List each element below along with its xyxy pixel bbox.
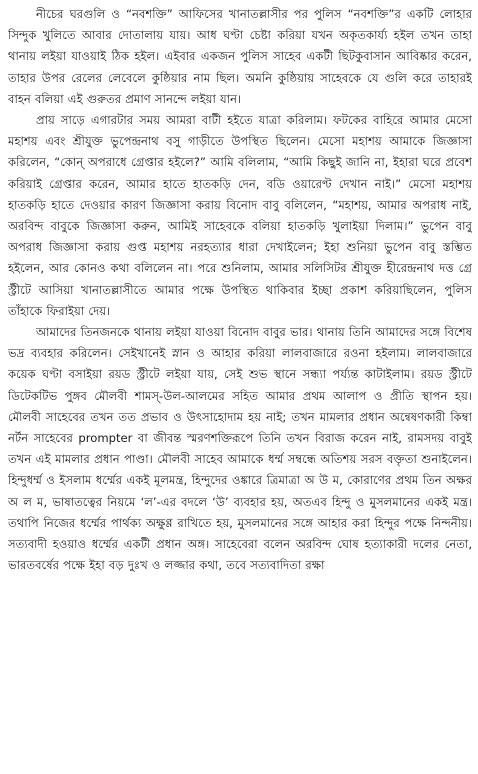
paragraph: আমাদের তিনজনকে থানায় লইয়া যাওয়া বিনোদ বাবুর ভার। থানায় তিনি আমাদের সঙ্গে বিশেষ ভদ্র ব্যবহার করিলেন। সেইখানেই স্নান ও আহার করিয়া লালবাজারে রওনা হইলাম। লালবাজারে কয়েক ঘণ্টা বসাইয়া রয়ড স্ট্রীটে লইয়া যায়, সেই শুভ স্থানে সন্ধ্যা পর্য্যন্ত কাটাইলাম। রয়ড স্ট্রীটে ডিটেকটিভ পুঙ্গব মৌলবী শামস্-উল-আলমের সহিত আমার প্রথম আলাপ ও প্রীতি স্থাপন হয়। মৌলবী সাহেবের তখন তত প্রভাব ও উৎসাহোদাম হয় নাই; তখন মামলার প্রধান অন্বেষণকারী কিম্বা নর্টন সাহেবের prompter বা জীবন্ত স্মরণশক্তিরূপে তিনি তখন বিরাজ করেন নাই, রামসদয় বাবুই তখন এই মামলার প্রধান পাণ্ডা। মৌলবী সাহেব আমাকে ধর্ম্ম সম্বন্ধে অতিশয় সরস বক্তৃতা শুনাইলেন। হিন্দুধর্ম্ম ও ইসলাম ধর্ম্মের একই মূলমন্ত্র, হিন্দুদের ওঙ্কারে ত্রিমাত্রা অ উ ম, কোরাণের প্রথম তিন অক্ষর অ ল ম, ভাষাতত্বের নিয়মে ‘ল’-এর বদলে ‘উ’ ব্যবহার হয়, অতএব হিন্দু ও মুসলমানের একই মন্ত্র। তথাপি নিজের ধর্ম্মের পার্থক্য অক্ষুণ্ণ রাখিতে হয়, মুসলমানের সঙ্গে আহার করা হিন্দুর পক্ষে নিন্দনীয়। সত্যবাদী হওয়াও ধর্ম্মের একটী প্রধান অঙ্গ। সাহেবেরা বলেন অরবিন্দ ঘোষ হত্যাকারী দলের নেতা, ভারতবর্ষের পক্ষে ইহা বড় দুঃখ ও লজ্জার কথা, তবে সত্যবাদিতা রক্ষা <box>8 325 472 573</box>
book-page <box>8 4 472 770</box>
paragraph: নীচের ঘরগুলি ও “নবশক্তি” আফিসের খানাতল্লাসীর পর পুলিস “নবশক্তি”র একটি লোহার সিন্দুক খুলিতে আবার দোতালায় যায়। আধ ঘণ্টা চেষ্টা করিয়া যখন অকৃতকার্য্য হইল তখন তাহা থানায় লইয়া যাওয়াই ঠিক হইল। এইবার একজন পুলিস সাহেব একটী ছিটকুবাসান আবিষ্কার করেন, তাহার উপর রেলের লেবেলে কুষ্ঠিয়ার নাম ছিল। অমনি কুষ্ঠিয়ায় সাহেবকে যে গুলি করে তাহারই বাহন বলিয়া এই গুরুতর প্রমাণ সানন্দে লইয়া যান। <box>8 7 472 106</box>
paragraph: প্রায় সাড়ে এগারটার সময় আমরা বাটী হইতে যাত্রা করিলাম। ফটকের বাহিরে আমার মেসো মহাশয় এবং শ্রীযুক্ত ভুপেন্দ্রনাথ বসু গাড়ীতে উপস্থিত ছিলেন। মেসো মহাশয় আমাকে জিজ্ঞাসা করিলেন, “কোন্ অপরাধে গ্রেপ্তার হইলে?” আমি বলিলাম, “আমি কিছুই জানি না, ইহারা ঘরে প্রবেশ করিয়াই গ্রেপ্তার করেন, আমার হাতে হাতকড়ি দেন, বডি ওয়ারেণ্ট দেখান নাই।” মেসো মহাশয় হাতকড়ি হাতে দেওয়ার কারণ জিজ্ঞাসা করায় বিনোদ বাবু বলিলেন, “মহাশয়, আমার অপরাধ নাই, অরবিন্দ বাবুকে জিজ্ঞাসা করুন, আমিই সাহেবকে বলিয়া হাতকড়ি খুলাইয়া দিলাম।” ভুপেন বাবু অপরাধ জিজ্ঞাসা করায় গুপ্ত মহাশয় নরহত্যার ধারা দেখাইলেন; ইহা শুনিয়া ভুপেন বাবু স্তম্ভিত হইলেন, আর কোনও কথা বলিলেন না। পরে শুনিলাম, আমার সলিসিটর শ্রীযুক্ত হীরেন্দ্রনাথ দত্ত গ্রে স্ট্রীটে আসিয়া খানাতল্লাসীতে আমার পক্ষে উপস্থিত থাকিবার ইচ্ছা প্রকাশ করিয়াছিলেন, পুলিস তাঁহাকে ফিরাইয়া দেয়। <box>8 113 472 318</box>
